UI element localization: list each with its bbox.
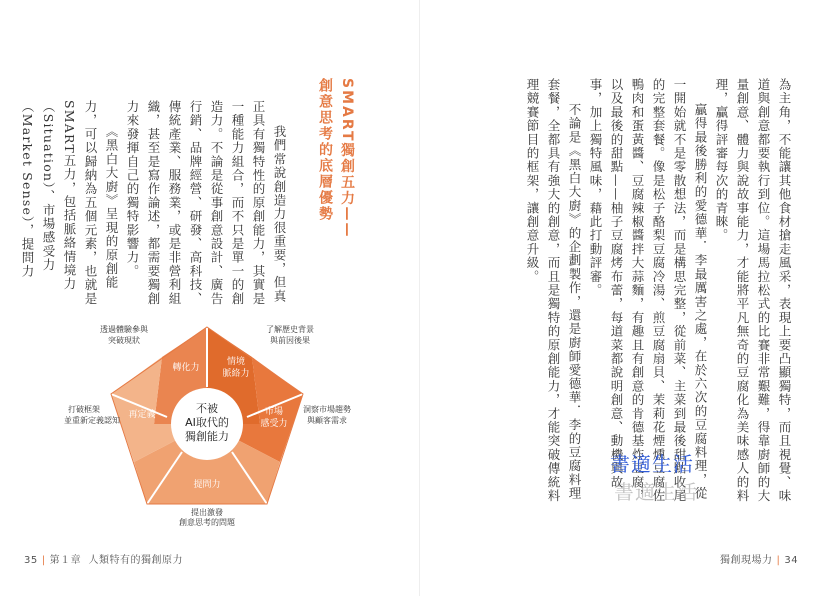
right-paragraph-2: 贏得最後勝利的愛德華．李最厲害之處，在於六次的豆腐料理，從一開始就不是零散想法，而是構思完整，從前菜、主菜到最後甜點收尾的完整套餐。像是松子酪梨豆腐冷湯、煎豆腐扇貝、茉莉花煙燻豆腐佐鴨肉和蛋黃醬、豆腐辣椒醬拌大蒜麵，有趣且有創意的肯德基炸豆腐，以及最後的甜點——柚子豆腐烤布蕾，每道菜都說明創意、動機與故事，加上獨特風味，藉此打動評審。 xyxy=(588,78,708,503)
segment-label-context-1: 情境 xyxy=(226,357,246,367)
segment-label-redefine: 再定義 xyxy=(128,410,156,420)
right-paragraph-3: 不論是《黑白大廚》的企劃製作，還是廚師愛德華．李的豆腐料理套餐，全都具有強大的創意，而且是獨特的原創能力，才能突破傳統料理競賽節目的框架，讓創意升級。 xyxy=(525,78,582,503)
heading-line-2: 創意思考的底層優勢 xyxy=(317,78,333,222)
outer-label-left-1: 打破框架 xyxy=(68,405,100,414)
right-page-number: 34 xyxy=(784,555,799,566)
section-heading xyxy=(306,78,358,293)
segment-label-context-2: 脈絡力 xyxy=(222,369,250,379)
outer-label-top-right-2: 與前因後果 xyxy=(270,336,310,345)
outer-label-right-1: 洞察市場趨勢 xyxy=(303,405,351,414)
left-page-body xyxy=(20,100,290,310)
segment-label-market-1: 市場 xyxy=(264,407,284,417)
footer-separator: | xyxy=(41,555,46,566)
heading-line-1: SMART獨創五力—— xyxy=(339,78,355,239)
outer-label-right-2: 與顧客需求 xyxy=(307,416,347,425)
center-line-1: 不被 xyxy=(196,402,218,415)
segment-label-market-2: 感受力 xyxy=(260,419,288,429)
left-chapter: 第１章 xyxy=(49,555,82,566)
left-paragraph-2: 《黑白大廚》呈現的原創能力，可以歸納為五個元素，也就是SMART五力，包括脈絡情境力（Situation）、市場感受力（Market Sense），提問力 xyxy=(20,100,119,306)
publisher-watermark xyxy=(610,448,720,508)
outer-label-top-left-1: 透過體驗參與 xyxy=(100,325,148,334)
smart-pentagon-diagram xyxy=(62,312,362,527)
segment-label-question: 提問力 xyxy=(193,480,221,490)
outer-label-top-right-1: 了解歷史背景 xyxy=(266,325,314,334)
left-footer xyxy=(24,551,183,566)
segment-label-transform: 轉化力 xyxy=(172,363,200,373)
right-footer xyxy=(720,551,798,566)
outer-label-bottom-2: 創意思考的問題 xyxy=(179,518,235,527)
outer-label-bottom-1: 提出激發 xyxy=(191,508,223,517)
page-fold xyxy=(419,0,420,596)
right-page-body xyxy=(525,78,795,508)
outer-label-top-left-2: 突破現狀 xyxy=(108,336,140,345)
center-line-3: 獨創能力 xyxy=(185,430,229,443)
watermark-line-1: 書適生活 xyxy=(610,452,694,476)
left-paragraph-1: 我們常說創造力很重要，但真正具有獨特性的原創能力，其實是一種能力組合，而不只是單一的創造力。不論是從事創意設計、廣告行銷、品牌經營、研發、高科技、傳統產業、服務業，或是非營利組織，甚至是寫作論述，都需要獨創力來發揮自己的獨特影響力。 xyxy=(125,100,287,306)
left-footer-title: 人類特有的獨創原力 xyxy=(88,555,183,566)
footer-separator-right: | xyxy=(776,555,781,566)
center-line-2: AI取代的 xyxy=(185,416,229,429)
right-paragraph-1: 為主角，不能讓其他食材搶走風采，表現上要凸顯獨特，而且視覺、味道與創意都要執行到位。這場馬拉松式的比賽非常艱難，得靠廚師的大量創意、體力與說故事能力，才能將平凡無奇的豆腐化為美味感人的料理，贏得評審每次的青睞。 xyxy=(714,78,792,503)
watermark-line-2: 書適生活 xyxy=(614,480,698,504)
right-footer-title: 獨創現場力 xyxy=(720,555,773,566)
outer-label-left-2: 並重新定義認知 xyxy=(64,416,120,425)
pentagon-svg xyxy=(62,312,362,527)
left-page-number: 35 xyxy=(24,555,38,566)
